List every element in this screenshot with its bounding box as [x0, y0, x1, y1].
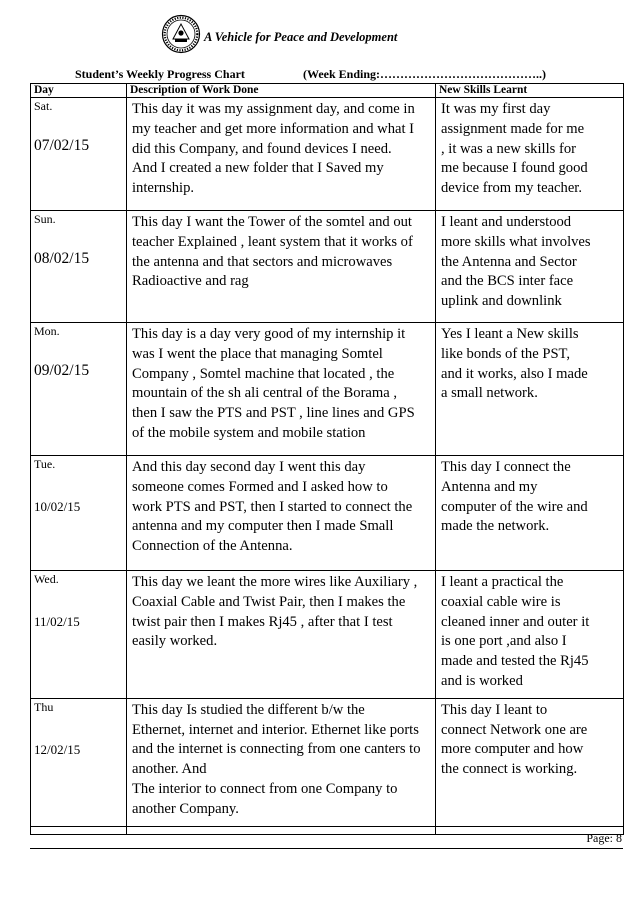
day-cell [31, 98, 127, 211]
skills-line: , it was a new skills for [441, 140, 576, 157]
description-line: teacher Explained , leant system that it works of [132, 233, 413, 250]
description-line: Coaxial Cable and Twist Pair, then I makes the [132, 593, 406, 610]
description-line: someone comes Formed and I asked how to [132, 478, 388, 495]
day-name: Sat. [34, 99, 53, 113]
skills-cell [436, 698, 624, 834]
skills-line: Antenna and my [441, 478, 538, 495]
skills-line: Yes I leant a New skills [441, 326, 579, 342]
description-cell [127, 98, 436, 211]
description-line: This day I want the Tower of the somtel and out [132, 214, 412, 230]
footer-bottom-divider [30, 848, 623, 849]
footer-divider [30, 826, 623, 827]
skills-line: and it works, also I made [441, 365, 588, 382]
description-line: easily worked. [132, 633, 218, 650]
skills-line: computer of the wire and [441, 498, 588, 515]
skills-line: like bonds of the PST, [441, 345, 571, 362]
column-header-skills: New Skills Learnt [436, 84, 624, 98]
skills-line: and the BCS inter face [441, 273, 574, 290]
description-line: Company , Somtel machine that located , the [132, 365, 395, 382]
day-name: Wed. [34, 572, 59, 586]
page-number: Page: 8 [586, 831, 622, 845]
skills-line: the connect is working. [441, 761, 578, 778]
description-cell [127, 323, 436, 456]
day-cell [31, 323, 127, 456]
week-ending-field: (Week Ending:…………………………………..) [303, 67, 547, 81]
day-date: 10/02/15 [34, 499, 81, 514]
description-line: my teacher and get more information and what I [132, 120, 415, 137]
university-seal-icon [161, 14, 201, 54]
skills-line: It was my first day [441, 101, 551, 117]
day-name: Thu [34, 699, 54, 714]
skills-line: made the network. [441, 518, 550, 535]
skills-line: This day I connect the [441, 459, 571, 475]
skills-line: more computer and how [441, 741, 584, 758]
description-line: antenna and my computer then I made Small [132, 518, 394, 535]
day-date: 11/02/15 [34, 614, 80, 629]
day-name: Tue. [34, 457, 56, 471]
day-date: 08/02/15 [34, 250, 90, 267]
skills-line: me because I found good [441, 160, 588, 177]
description-line: twist pair then I makes Rj45 , after that I test [132, 613, 393, 630]
skills-cell [436, 571, 624, 699]
skills-line: coaxial cable wire is [441, 593, 561, 610]
description-cell [127, 698, 436, 834]
description-line: Ethernet, internet and interior. Ethernet like ports [132, 721, 419, 738]
description-line: This day Is studied the different b/w the [132, 701, 365, 718]
skills-line: I leant and understood [441, 214, 572, 230]
skills-line: a small network. [441, 385, 538, 402]
skills-line: and is worked [441, 672, 523, 689]
description-line: of the mobile system and mobile station [132, 424, 366, 441]
description-line: was I went the place that managing Somtel [132, 345, 383, 362]
skills-line: cleaned inner and outer it [441, 613, 590, 630]
table-row [31, 456, 624, 571]
day-cell [31, 211, 127, 323]
skills-cell [436, 98, 624, 211]
description-line: This day is a day very good of my internship it [132, 326, 406, 342]
column-header-day: Day [31, 84, 127, 98]
chart-title: Student’s Weekly Progress Chart [75, 67, 245, 81]
skills-cell [436, 211, 624, 323]
description-line: did this Company, and found devices I need. [132, 140, 392, 157]
day-name: Mon. [34, 324, 60, 338]
description-line: another. And [132, 761, 207, 778]
day-cell [31, 456, 127, 571]
day-date: 09/02/15 [34, 362, 90, 379]
description-cell [127, 571, 436, 699]
skills-line: This day I leant to [441, 701, 548, 718]
skills-line: is one port ,and also I [441, 633, 567, 650]
description-line: and the internet is connecting from one canters to [132, 741, 421, 758]
skills-line: the Antenna and Sector [441, 253, 577, 270]
description-line: And I created a new folder that I Saved my [132, 160, 384, 177]
skills-line: made and tested the Rj45 [441, 653, 589, 670]
description-line: The interior to connect from one Company to [132, 780, 398, 797]
page-header [0, 8, 638, 64]
description-cell [127, 456, 436, 571]
description-line: another Company. [132, 800, 239, 817]
day-date: 07/02/15 [34, 137, 90, 154]
description-line: Connection of the Antenna. [132, 538, 293, 555]
description-line: then I saw the PTS and PST , line lines and GPS [132, 405, 415, 422]
description-line: Radioactive and rag [132, 273, 249, 290]
skills-cell [436, 323, 624, 456]
progress-table [30, 83, 624, 835]
skills-line: device from my teacher. [441, 180, 583, 197]
tagline: A Vehicle for Peace and Development [204, 30, 398, 44]
skills-line: assignment made for me [441, 120, 585, 137]
description-cell [127, 211, 436, 323]
day-cell [31, 698, 127, 834]
description-line: mountain of the sh ali central of the Borama , [132, 385, 398, 402]
day-name: Sun. [34, 212, 56, 226]
column-header-description: Description of Work Done [127, 84, 436, 98]
description-line: work PTS and PST, then I started to connect the [132, 498, 413, 515]
description-line: the antenna and that sectors and microwaves [132, 253, 393, 270]
description-line: And this day second day I went this day [132, 459, 366, 475]
table-header-row [31, 84, 624, 98]
skills-line: I leant a practical the [441, 574, 564, 590]
description-line: This day it was my assignment day, and come in [132, 101, 415, 117]
table-row [31, 323, 624, 456]
skills-line: uplink and downlink [441, 293, 562, 310]
skills-line: connect Network one are [441, 721, 588, 738]
skills-line: more skills what involves [441, 233, 591, 250]
description-line: internship. [132, 180, 195, 197]
day-cell [31, 571, 127, 699]
table-row [31, 571, 624, 699]
table-row [31, 698, 624, 834]
table-row [31, 211, 624, 323]
description-line: This day we leant the more wires like Auxiliary , [132, 574, 418, 590]
skills-cell [436, 456, 624, 571]
table-row [31, 98, 624, 211]
day-date: 12/02/15 [34, 741, 81, 757]
